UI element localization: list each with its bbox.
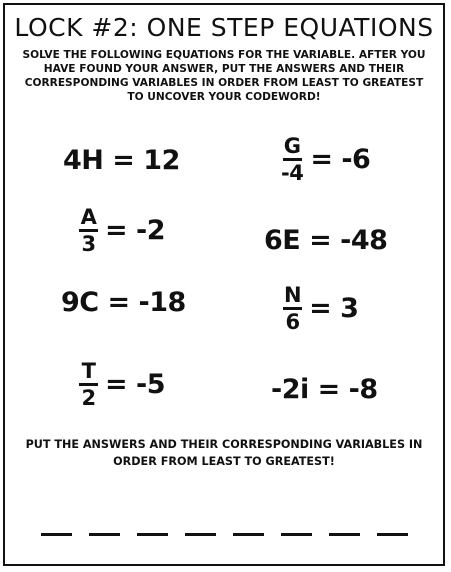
fraction-numerator: G <box>283 135 302 161</box>
answer-blank <box>137 533 168 536</box>
worksheet-page <box>3 3 445 566</box>
answer-blank <box>233 533 264 536</box>
fraction-denominator: 2 <box>81 386 96 410</box>
answer-blanks <box>41 533 408 536</box>
fraction-denominator: 3 <box>81 232 96 256</box>
equation-2i <box>271 374 378 405</box>
equation-text: 4H = 12 <box>63 145 180 176</box>
equation-rhs: = -5 <box>105 369 166 400</box>
equation-6e <box>264 225 387 256</box>
answer-blank <box>329 533 360 536</box>
fraction <box>79 206 98 255</box>
fraction <box>281 135 303 184</box>
worksheet-title: LOCK #2: ONE STEP EQUATIONS <box>14 13 434 42</box>
equation-rhs: = -6 <box>310 144 371 175</box>
answer-blank <box>89 533 120 536</box>
footer-instructions: PUT THE ANSWERS AND THEIR CORRESPONDING VARIABLES IN ORDER FROM LEAST TO GREATEST! <box>25 438 423 468</box>
equation-text: 9C = -18 <box>61 287 186 318</box>
answer-blank <box>185 533 216 536</box>
equation-g <box>281 135 370 184</box>
equation-rhs: = -2 <box>105 215 166 246</box>
fraction <box>283 284 302 333</box>
equation-a <box>79 206 165 255</box>
equation-text: 6E = -48 <box>264 225 388 256</box>
fraction-denominator: -4 <box>281 161 304 185</box>
equation-rhs: = 3 <box>309 293 359 324</box>
fraction-numerator: T <box>79 360 98 386</box>
fraction-denominator: 6 <box>285 310 300 334</box>
instructions-text: SOLVE THE FOLLOWING EQUATIONS FOR THE VARIABLE. AFTER YOU HAVE FOUND YOUR ANSWER, PUT THE ANSWERS AND THEIR CORRESPONDING VARIABLES IN ORDER FROM LEAST TO GREATEST TO UNCOVER YOUR CODEWORD! <box>22 49 426 103</box>
equation-n <box>283 284 358 333</box>
answer-blank <box>281 533 312 536</box>
answer-blank <box>41 533 72 536</box>
answer-blank <box>377 533 408 536</box>
equation-9c <box>61 287 186 318</box>
fraction-numerator: N <box>283 284 302 310</box>
fraction <box>79 360 98 409</box>
equation-4h <box>63 145 180 176</box>
equation-t <box>79 360 165 409</box>
fraction-numerator: A <box>79 206 98 232</box>
equation-text: -2i = -8 <box>271 374 378 405</box>
